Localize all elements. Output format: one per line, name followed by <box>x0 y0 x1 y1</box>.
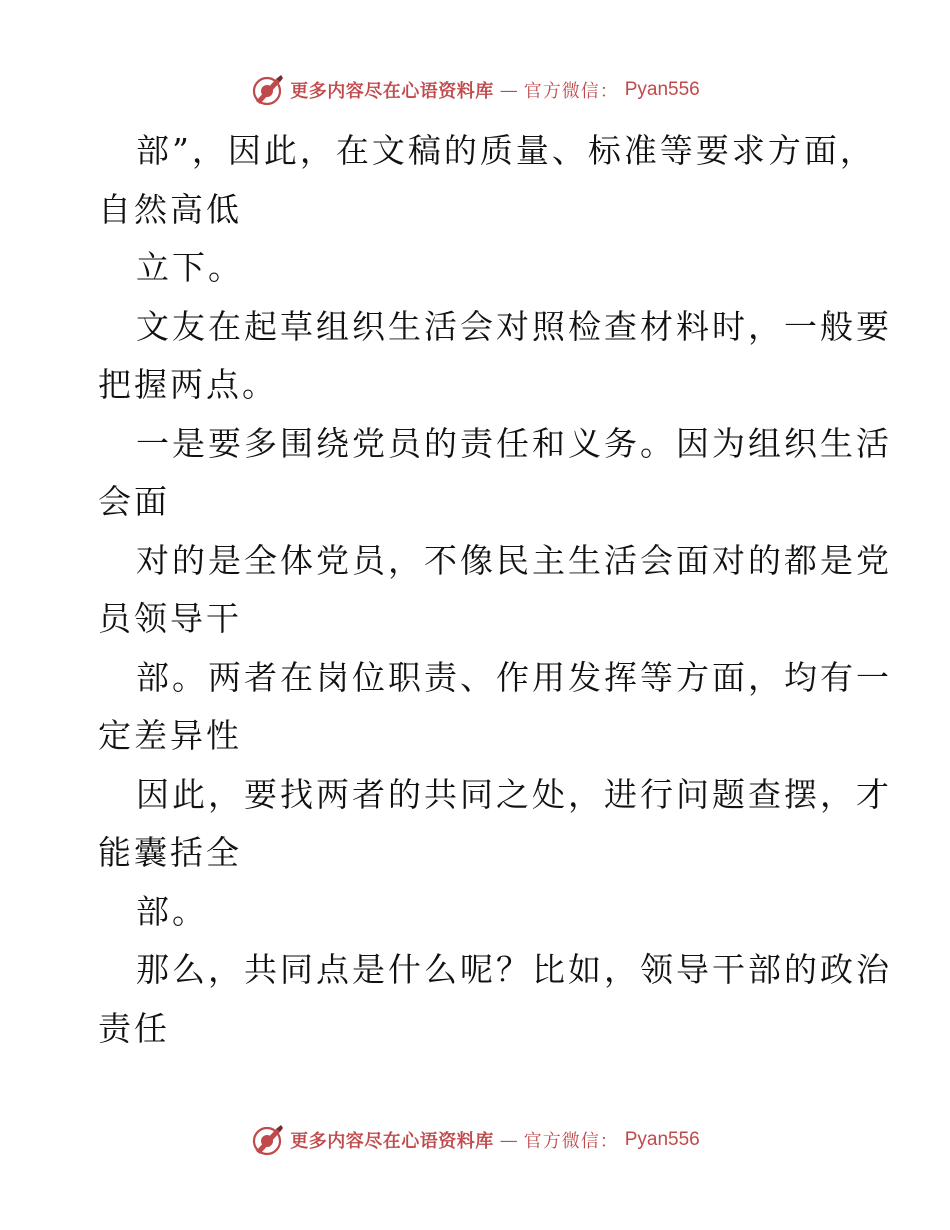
footer-banner-text: 更多内容尽在心语资料库 <box>290 1131 494 1152</box>
body-line: 文友在起草组织生活会对照检查材料时，一般要 <box>136 306 892 346</box>
header-banner-dash: — <box>499 79 518 101</box>
header-wechat-label: 官方微信： <box>523 81 619 102</box>
header-wechat-id: Pyan556 <box>624 79 700 100</box>
body-line: 自然高低 <box>98 189 242 229</box>
body-line: 能囊括全 <box>98 833 242 872</box>
body-line: 把握两点。 <box>98 365 278 404</box>
footer-wechat-label: 官方微信： <box>523 1131 619 1152</box>
footer-banner-dash: — <box>499 1129 518 1151</box>
pen-logo-icon <box>250 73 284 107</box>
body-line: 部。两者在岗位职责、作用发挥等方面，均有一 <box>136 657 892 697</box>
pen-logo-icon <box>250 1123 284 1157</box>
body-line: 员领导干 <box>98 599 242 638</box>
body-line: 部”，因此，在文稿的质量、标准等要求方面， <box>136 131 876 170</box>
body-line: 对的是全体党员，不像民主生活会面对的都是党 <box>136 540 892 580</box>
body-line: 一是要多围绕党员的责任和义务。因为组织生活 <box>136 423 892 463</box>
body-line: 会面 <box>98 482 170 521</box>
footer-banner <box>0 1120 950 1160</box>
body-line: 部。 <box>136 891 208 931</box>
body-line: 立下。 <box>136 248 244 287</box>
body-line: 因此，要找两者的共同之处，进行问题查摆，才 <box>136 774 892 814</box>
document-body <box>98 122 892 1058</box>
footer-wechat-id: Pyan556 <box>624 1129 700 1150</box>
body-line: 责任 <box>98 1008 170 1048</box>
header-banner-text: 更多内容尽在心语资料库 <box>290 81 494 102</box>
body-line: 那么，共同点是什么呢？比如，领导干部的政治 <box>136 950 892 989</box>
header-banner <box>0 70 950 110</box>
body-line: 定差异性 <box>98 716 242 755</box>
